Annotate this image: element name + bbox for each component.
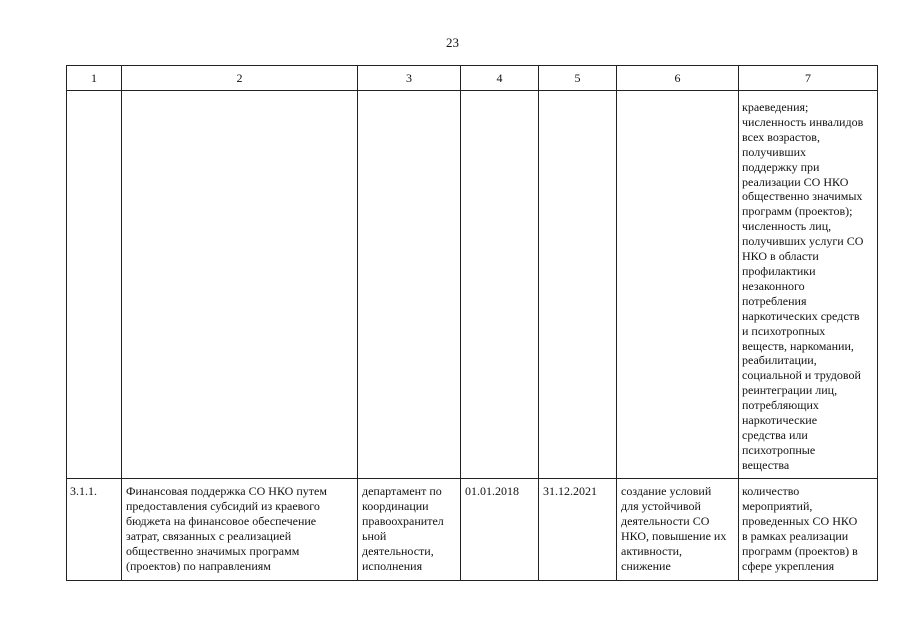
cell-empty <box>122 91 358 479</box>
header-cell-6: 6 <box>617 66 739 91</box>
cell-empty <box>539 91 617 479</box>
end-date-cell: 31.12.2021 <box>539 479 617 581</box>
executor-cell: департамент по координации правоохранител ьной деятельности, исполнения <box>358 479 461 581</box>
cell-empty <box>461 91 539 479</box>
activity-name-cell: Финансовая поддержка СО НКО путем предоставления субсидий из краевого бюджета на финансовое обеспечение затрат, связанных с реализацией общественно значимых программ (проектов) по направлениям <box>122 479 358 581</box>
item-number-cell: 3.1.1. <box>67 479 122 581</box>
table-row <box>67 91 878 479</box>
page-number: 23 <box>446 35 459 50</box>
cell-empty <box>67 91 122 479</box>
start-date-cell: 01.01.2018 <box>461 479 539 581</box>
header-cell-3: 3 <box>358 66 461 91</box>
expected-result-cell: создание условий для устойчивой деятельности СО НКО, повышение их активности, снижение <box>617 479 739 581</box>
header-cell-4: 4 <box>461 66 539 91</box>
indicators-cell: краеведения; численность инвалидов всех возрастов, получивших поддержку при реализации СО НКО общественно значимых программ (проектов); численность лиц, получивших услуги СО НКО в области профилактики незаконного потребления наркотических средств и психотропных веществ, наркомании, реабилитации, социальной и трудовой реинтеграции лиц, потребляющих наркотические средства или психотропные вещества <box>739 91 878 479</box>
header-cell-1: 1 <box>67 66 122 91</box>
cell-empty <box>358 91 461 479</box>
table-row <box>67 479 878 581</box>
cell-empty <box>617 91 739 479</box>
header-cell-2: 2 <box>122 66 358 91</box>
indicators-cell: количество мероприятий, проведенных СО НКО в рамках реализации программ (проектов) в сфере укрепления <box>739 479 878 581</box>
header-cell-7: 7 <box>739 66 878 91</box>
table-header-row <box>67 66 878 91</box>
program-table <box>66 65 878 581</box>
header-cell-5: 5 <box>539 66 617 91</box>
